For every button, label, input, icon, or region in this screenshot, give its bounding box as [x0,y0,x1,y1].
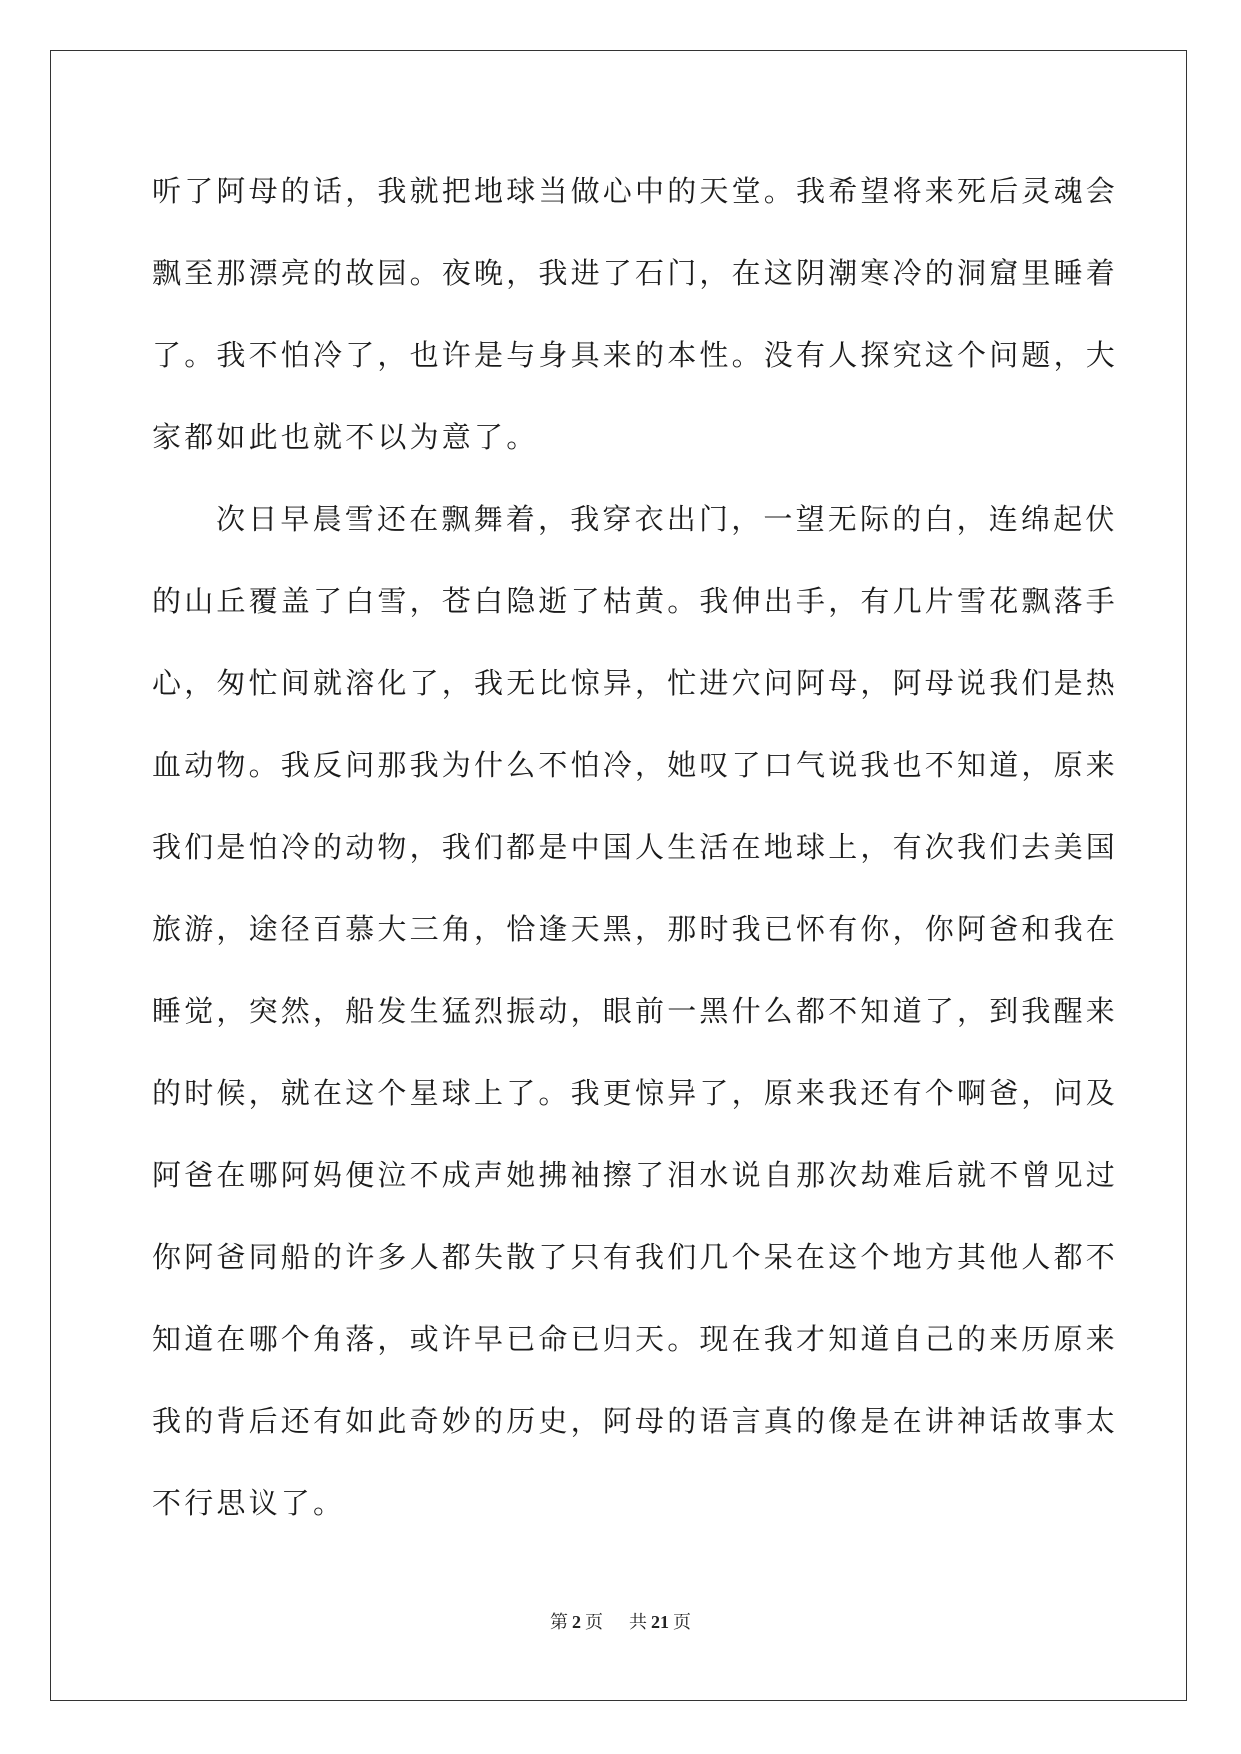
total-prefix: 共 [629,1612,647,1632]
text-line: 血动物。我反问那我为什么不怕冷，她叹了口气说我也不知道，原来 [152,748,1119,782]
text-line: 阿爸在哪阿妈便泣不成声她拂袖擦了泪水说自那次劫难后就不曾见过 [152,1158,1119,1192]
total-suffix: 页 [673,1612,691,1632]
text-line: 不行思议了。 [152,1486,346,1520]
page-suffix: 页 [585,1612,603,1632]
text-line: 心，匆忙间就溶化了，我无比惊异，忙进穴问阿母，阿母说我们是热 [152,666,1119,700]
page-prefix: 第 [550,1612,568,1632]
text-line: 的时候，就在这个星球上了。我更惊异了，原来我还有个啊爸，问及 [152,1076,1119,1110]
total-pages: 21 [651,1612,669,1632]
text-line: 飘至那漂亮的故园。夜晚，我进了石门，在这阴潮寒冷的洞窟里睡着 [152,256,1119,290]
text-line: 了。我不怕冷了，也许是与身具来的本性。没有人探究这个问题，大 [152,338,1119,372]
text-line: 家都如此也就不以为意了。 [152,420,539,454]
text-line: 旅游，途径百慕大三角，恰逢天黑，那时我已怀有你，你阿爸和我在 [152,912,1119,946]
text-line: 我的背后还有如此奇妙的历史，阿母的语言真的像是在讲神话故事太 [152,1404,1119,1438]
document-body [152,150,1119,1544]
text-line: 睡觉，突然，船发生猛烈振动，眼前一黑什么都不知道了，到我醒来 [152,994,1119,1028]
text-line: 我们是怕冷的动物，我们都是中国人生活在地球上，有次我们去美国 [152,830,1119,864]
text-line: 次日早晨雪还在飘舞着，我穿衣出门，一望无际的白，连绵起伏 [216,502,1118,536]
text-line: 你阿爸同船的许多人都失散了只有我们几个呆在这个地方其他人都不 [152,1240,1119,1274]
text-line: 知道在哪个角落，或许早已命已归天。现在我才知道自己的来历原来 [152,1322,1119,1356]
text-line: 听了阿母的话，我就把地球当做心中的天堂。我希望将来死后灵魂会 [152,174,1119,208]
page-footer [0,1608,1241,1634]
text-line: 的山丘覆盖了白雪，苍白隐逝了枯黄。我伸出手，有几片雪花飘落手 [152,584,1119,618]
page-number: 2 [572,1612,581,1632]
